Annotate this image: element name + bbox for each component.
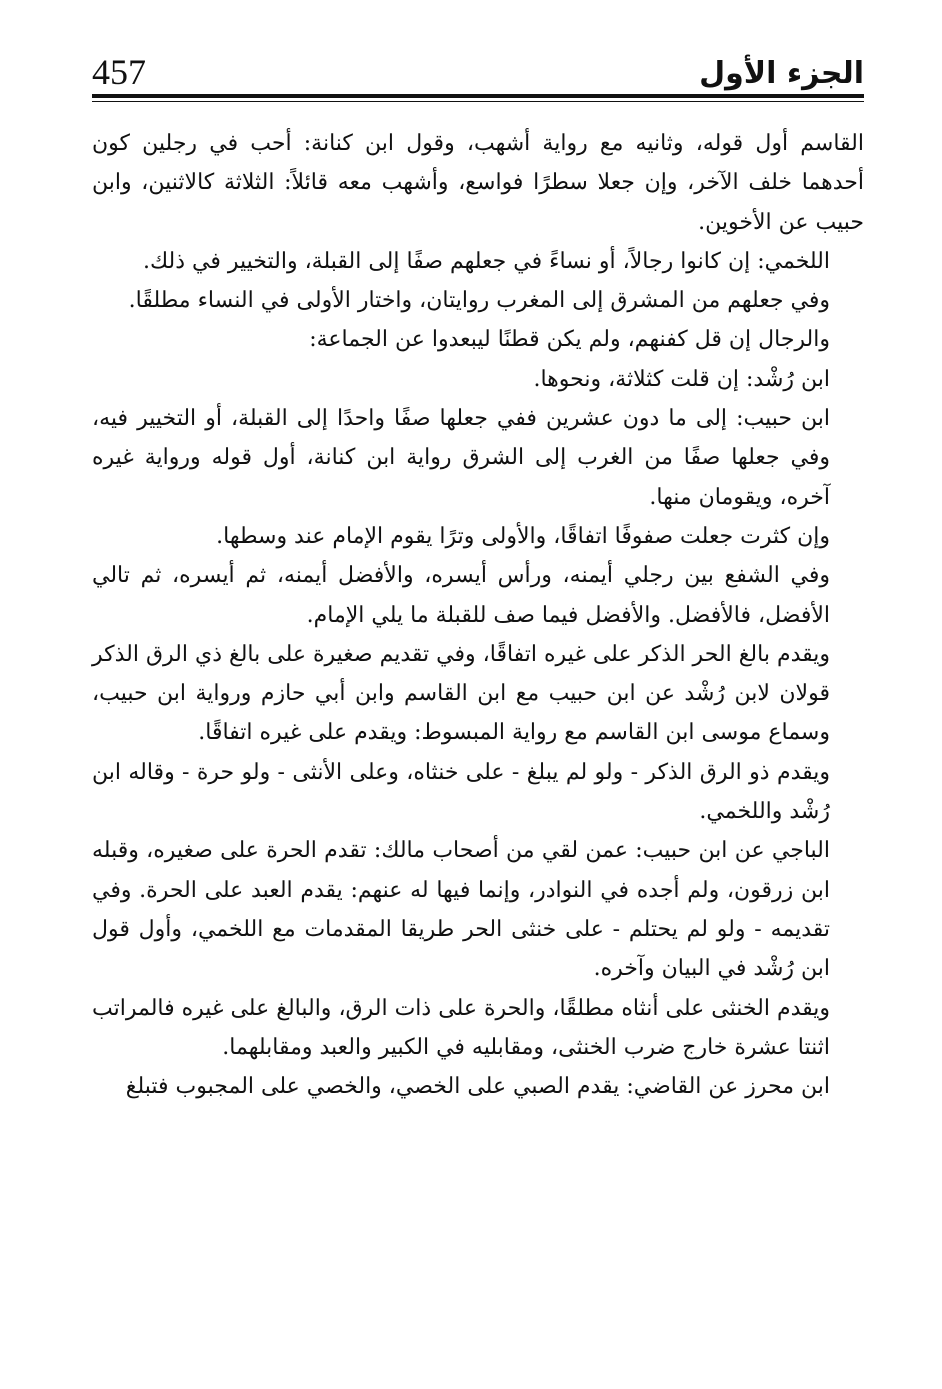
paragraph: القاسم أول قوله، وثانيه مع رواية أشهب، وقول ابن كنانة: أحب في رجلين كون أحدهما خلف الآخر، وإن جعلا سطرًا فواسع، وأشهب معه قائلاً: الثلاثة كالاثنين، وابن حبيب عن الأخوين. (92, 131, 864, 235)
running-head: الجزء الأول (699, 56, 864, 91)
paragraph: اللخمي: إن كانوا رجالاً، أو نساءً في جعلهم صفًا إلى القبلة، والتخيير في ذلك. (143, 248, 830, 274)
paragraph: الباجي عن ابن حبيب: عمن لقي من أصحاب مالك: تقدم الحرة على صغيره، وقبله ابن زرقون، ولم أجده في النوادر، وإنما فيها له عنهم: يقدم العبد على الحرة. وفي تقديمه - ولو لم يحتلم - على خنثى الحر طريقا المقدمات مع اللخمي، وأول قول ابن رُشْد في البيان وآخره. (92, 838, 830, 982)
paragraph: ابن محرز عن القاضي: يقدم الصبي على الخصي، والخصي على المجبوب فتبلغ (125, 1074, 830, 1100)
paragraph: وإن كثرت جعلت صفوفًا اتفاقًا، والأولى وترًا يقوم الإمام عند وسطها. (216, 523, 830, 549)
paragraph: ابن حبيب: إلى ما دون عشرين ففي جعلها صفًا واحدًا إلى القبلة، أو التخيير فيه، وفي جعلها صفًا من الغرب إلى الشرق رواية ابن كنانة، أول قوله ورواية غيره آخره، ويقومان منها. (92, 406, 830, 510)
paragraph: ابن رُشْد: إن قلت كثلاثة، ونحوها. (533, 366, 830, 392)
paragraph: وفي الشفع بين رجلي أيمنه، ورأس أيسره، والأفضل أيمنه، ثم أيسره، ثم تالي الأفضل، فالأفضل. والأفضل فيما صف للقبلة ما يلي الإمام. (92, 563, 830, 628)
page-number: 457 (92, 52, 146, 92)
body-text (92, 124, 864, 1106)
paragraph: ويقدم ذو الرق الذكر - ولو لم يبلغ - على خنثاه، وعلى الأنثى - ولو حرة - وقاله ابن رُشْد واللخمي. (92, 759, 830, 825)
header-rule-thin (92, 101, 864, 102)
paragraph: ويقدم الخنثى على أنثاه مطلقًا، والحرة على ذات الرق، والبالغ على غيره فالمراتب اثنتا عشرة خارج ضرب الخنثى، ومقابليه في الكبير والعبد ومقابلهما. (92, 995, 830, 1060)
header-rule-thick (92, 94, 864, 98)
paragraph: وفي جعلهم من المشرق إلى المغرب روايتان، واختار الأولى في النساء مطلقًا. (128, 288, 830, 314)
paragraph: ويقدم بالغ الحر الذكر على غيره اتفاقًا، وفي تقديم صغيرة على بالغ ذي الرق الذكر قولان لابن رُشْد عن ابن حبيب مع ابن القاسم وابن أبي حازم ورواية ابن حبيب، وسماع موسى ابن القاسم مع رواية المبسوط: ويقدم على غيره اتفاقًا. (92, 641, 830, 746)
page-header (92, 52, 864, 92)
paragraph: والرجال إن قل كفنهم، ولم يكن قطنًا ليبعدوا عن الجماعة: (309, 327, 830, 353)
